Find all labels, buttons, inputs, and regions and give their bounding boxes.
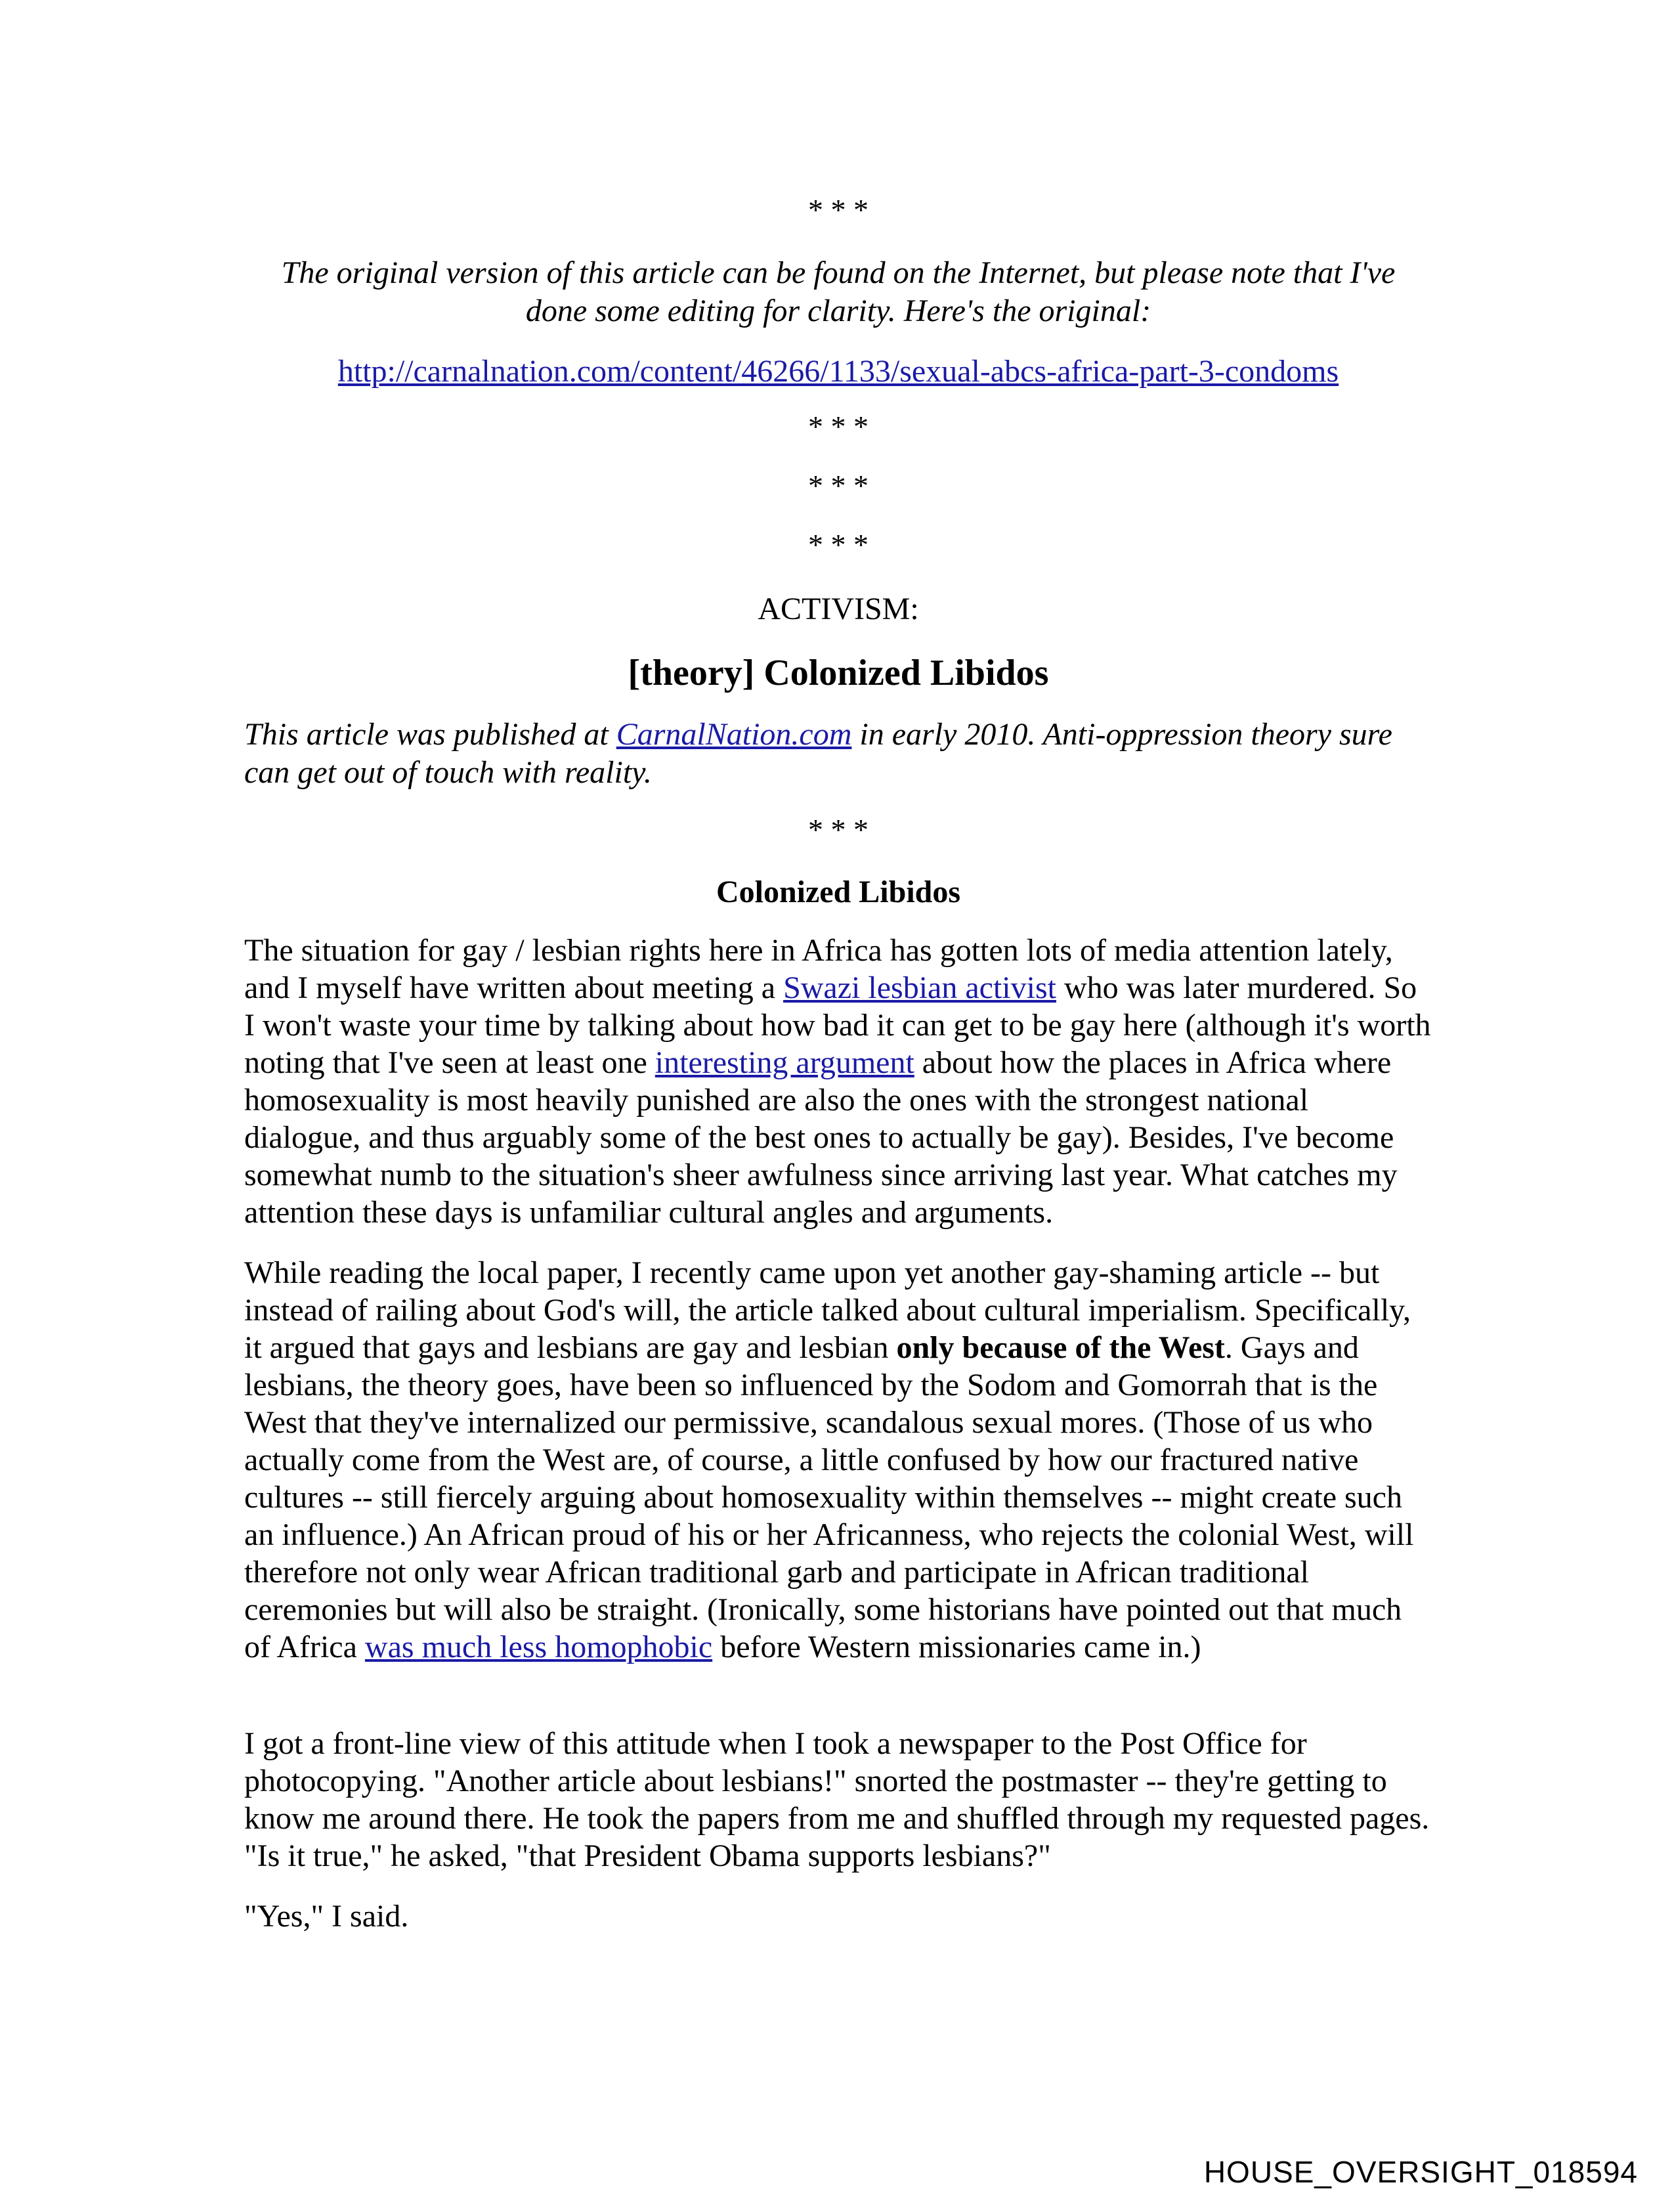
paragraph-2-text-a: While reading the local paper, I recently came upon yet another gay-shaming article -- but instead of railing about God's will, the article talked about cultural imperialism. Specifically, it argued that gays and lesbians are gay and lesbian bbox=[244, 1255, 1411, 1365]
swazi-activist-link[interactable]: Swazi lesbian activist bbox=[783, 970, 1056, 1005]
paragraph-2-text-b: . Gays and lesbians, the theory goes, have been so influenced by the Sodom and Gomorrah that is the West that they've internalized our permissive, scandalous sexual mores. (Those of us who actually come from the West are, of course, a little confused by how our fractured native cultures -- still fiercely arguing about homosexuality within themselves -- might create such an influence.) An African proud of his or her Africanness, who rejects the colonial West, will therefore not only wear African traditional garb and participate in African traditional ceremonies but will also be straight. (Ironically, some historians have pointed out that much of Africa bbox=[244, 1330, 1414, 1664]
publication-note-prefix: This article was published at bbox=[244, 717, 616, 752]
original-article-link[interactable]: http://carnalnation.com/content/46266/1133/sexual-abcs-africa-part-3-condoms bbox=[337, 354, 1339, 389]
separator-4: * * * bbox=[808, 813, 869, 846]
paragraph-2 bbox=[244, 1254, 1432, 1666]
paragraph-1-text-c: about how the places in Africa where homosexuality is most heavily punished are also the ones with the strongest national dialogue, and thus arguably some of the best ones to actually be gay). Besides, I've become somewhat numb to the situation's sheer awfulness since arriving last year. What catches my attention these days is unfamiliar cultural angles and arguments. bbox=[244, 1045, 1398, 1230]
paragraph-1 bbox=[244, 932, 1432, 1231]
less-homophobic-link[interactable]: was much less homophobic bbox=[364, 1630, 713, 1664]
separator-1: * * * bbox=[808, 410, 869, 443]
publication-note-suffix: in early 2010. Anti-oppression theory sure can get out of touch with reality. bbox=[244, 717, 1392, 790]
carnalnation-link[interactable]: CarnalNation.com bbox=[616, 717, 852, 752]
separator-top: * * * bbox=[808, 193, 869, 227]
paragraph-4: "Yes," I said. bbox=[244, 1899, 409, 1934]
paragraph-2-text-c: before Western missionaries came in.) bbox=[712, 1630, 1201, 1664]
article-subheading: Colonized Libidos bbox=[716, 875, 961, 909]
paragraph-2-bold: only because of the West bbox=[896, 1330, 1225, 1365]
article-title: [theory] Colonized Libidos bbox=[628, 653, 1049, 693]
separator-3: * * * bbox=[808, 528, 869, 561]
separator-2: * * * bbox=[808, 469, 869, 502]
section-label: ACTIVISM: bbox=[758, 592, 919, 626]
paragraph-1-text-b: who was later murdered. So I won't waste your time by talking about how bad it can get to be gay here (although it's worth noting that I've seen at least one bbox=[244, 970, 1431, 1080]
interesting-argument-link[interactable]: interesting argument bbox=[655, 1045, 914, 1080]
bates-stamp: HOUSE_OVERSIGHT_018594 bbox=[1203, 2155, 1638, 2189]
paragraph-1-text-a: The situation for gay / lesbian rights here in Africa has gotten lots of media attention lately, and I myself have written about meeting a bbox=[244, 933, 1393, 1005]
intro-note: The original version of this article can be found on the Internet, but please note that I've done some editing for clarity. Here's the original: bbox=[281, 255, 1396, 328]
paragraph-3: I got a front-line view of this attitude when I took a newspaper to the Post Office for photocopying. "Another article about lesbians!" snorted the postmaster -- they're getting to know me around there. He took the papers from me and shuffled through my requested pages. "Is it true," he asked, "that President Obama supports lesbians?" bbox=[244, 1726, 1430, 1873]
original-url-paragraph bbox=[244, 353, 1432, 391]
publication-note bbox=[244, 716, 1413, 792]
